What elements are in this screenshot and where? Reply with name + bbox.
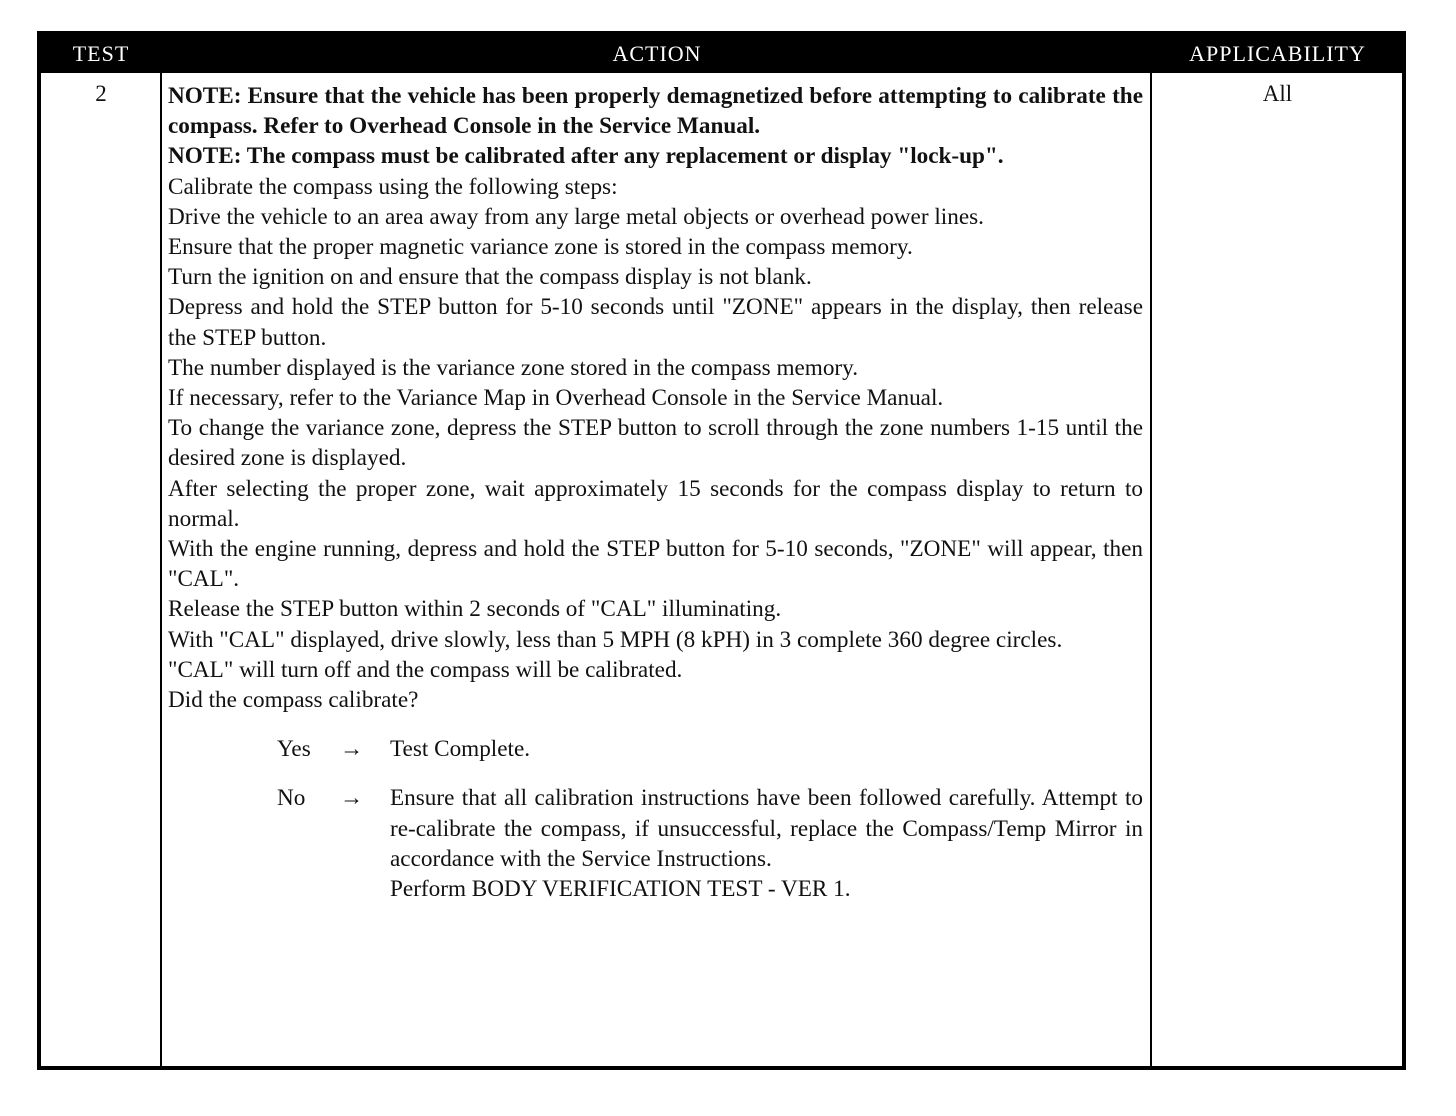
- step-text: "CAL" will turn off and the compass will be calibrated.: [168, 656, 683, 683]
- header-action: ACTION: [612, 41, 702, 66]
- answer-no: [168, 783, 1143, 904]
- diagnostic-table: [37, 31, 1406, 1070]
- action-cell: [168, 81, 1143, 923]
- note-calibrate-after-replacement: NOTE: The compass must be calibrated after any replacement or display "lock-up".: [168, 143, 1004, 170]
- step-text: To change the variance zone, depress the STEP button to scroll through the zone numbers 1-15 until the desired zone is displayed.: [168, 415, 1143, 472]
- step-text: Calibrate the compass using the following steps:: [168, 173, 618, 200]
- header-test: TEST: [72, 41, 130, 66]
- answer-no-followup: Perform BODY VERIFICATION TEST - VER 1.: [390, 876, 851, 903]
- step-text: If necessary, refer to the Variance Map in Overhead Console in the Service Manual.: [168, 385, 944, 412]
- answer-yes: [168, 734, 1143, 764]
- question-text: Did the compass calibrate?: [168, 687, 419, 714]
- answer-no-label: No: [277, 785, 306, 812]
- step-text: The number displayed is the variance zone stored in the compass memory.: [168, 354, 859, 381]
- column-divider: [1150, 73, 1152, 1066]
- note-demagnetize: NOTE: Ensure that the vehicle has been properly demagnetized before attempting to calibrate the compass. Refer to Overhead Console in the Service Manual.: [168, 83, 1143, 140]
- table-header: [41, 35, 1402, 73]
- column-divider: [160, 73, 162, 1066]
- step-text: Release the STEP button within 2 seconds of "CAL" illuminating.: [168, 596, 782, 623]
- test-number: 2: [95, 81, 107, 106]
- right-arrow-icon: →: [340, 785, 364, 812]
- applicability-value: All: [1262, 81, 1293, 106]
- header-applicability: APPLICABILITY: [1189, 41, 1366, 66]
- step-text: After selecting the proper zone, wait approximately 15 seconds for the compass display to return to normal.: [168, 475, 1143, 532]
- answer-yes-label: Yes: [277, 736, 311, 763]
- step-text: With the engine running, depress and hold the STEP button for 5-10 seconds, "ZONE" will appear, then "CAL".: [168, 536, 1143, 593]
- step-text: Depress and hold the STEP button for 5-10 seconds until "ZONE" appears in the display, then release the STEP button.: [168, 294, 1143, 351]
- answer-yes-text: Test Complete.: [390, 736, 531, 763]
- answer-list: [168, 734, 1143, 904]
- answer-no-text: Ensure that all calibration instructions have been followed carefully. Attempt to re-calibrate the compass, if unsuccessful, replace the Compass/Temp Mirror in accordance with the Service Instructions.: [390, 785, 1143, 872]
- step-text: Drive the vehicle to an area away from any large metal objects or overhead power lines.: [168, 203, 984, 230]
- right-arrow-icon: →: [340, 736, 364, 763]
- step-text: With "CAL" displayed, drive slowly, less than 5 MPH (8 kPH) in 3 complete 360 degree circles.: [168, 626, 1063, 653]
- step-text: Ensure that the proper magnetic variance zone is stored in the compass memory.: [168, 234, 913, 261]
- step-text: Turn the ignition on and ensure that the compass display is not blank.: [168, 264, 812, 291]
